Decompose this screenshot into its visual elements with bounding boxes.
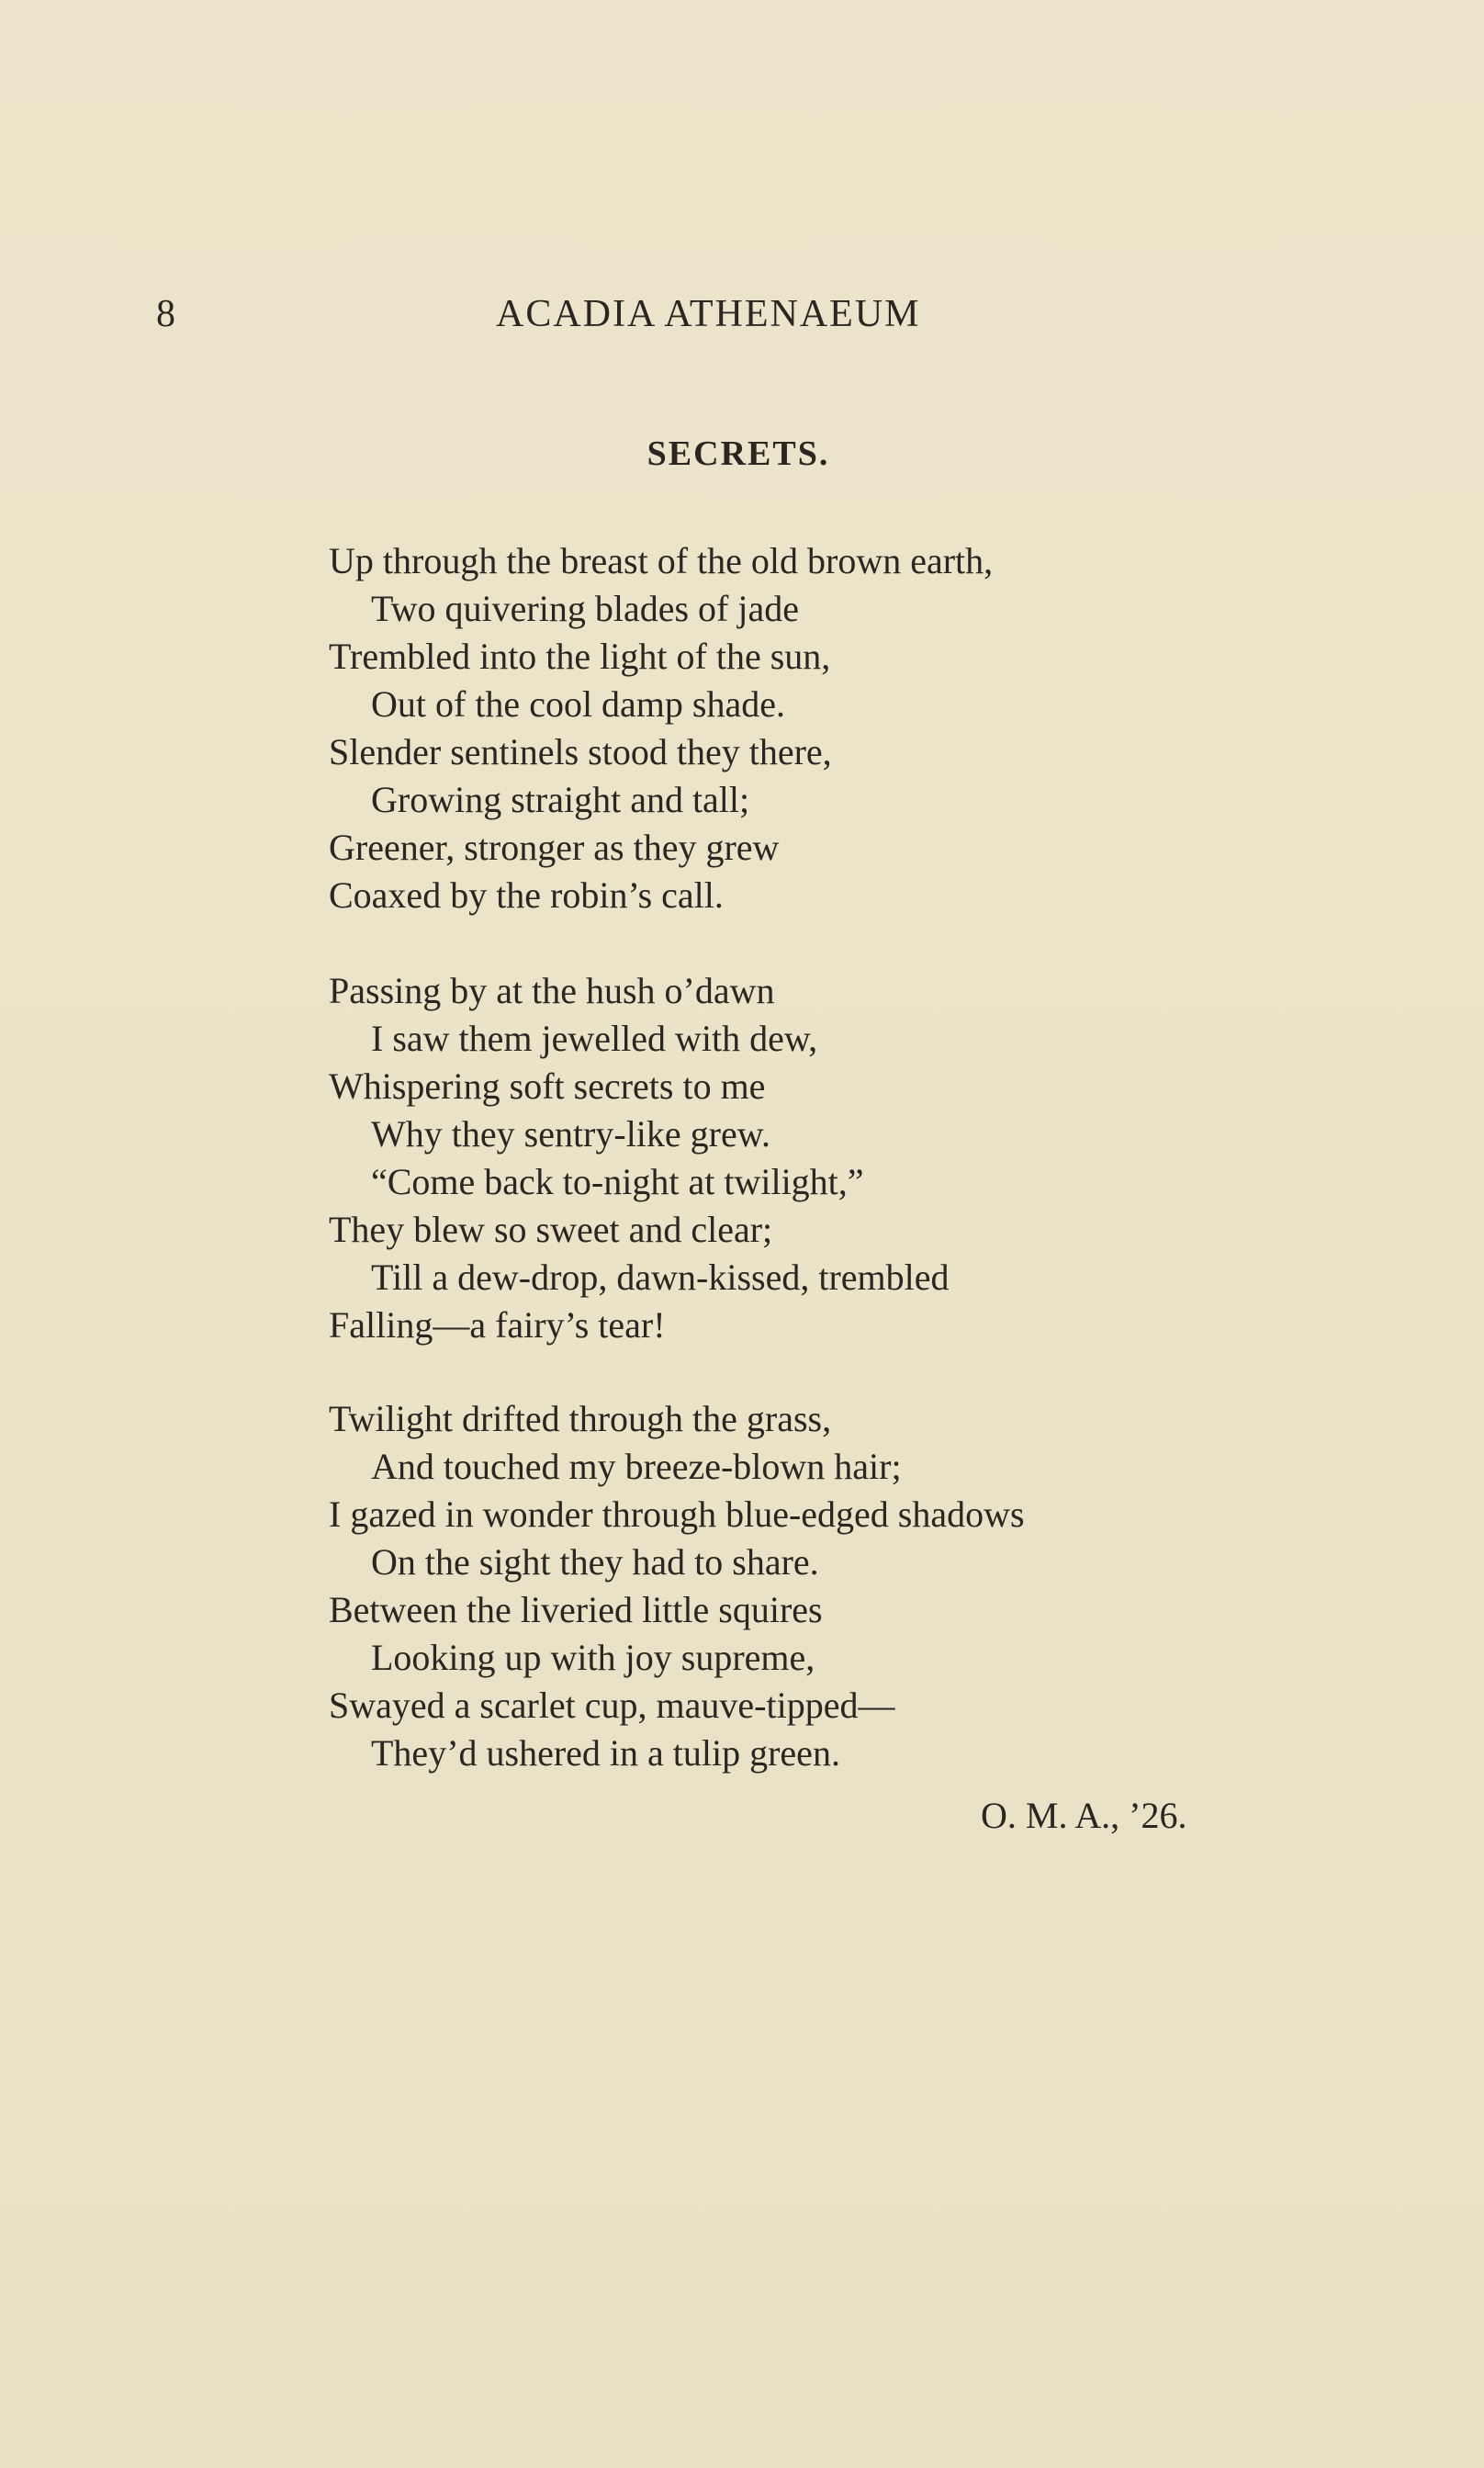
poem-title-text: SECRETS. xyxy=(646,434,830,473)
poem-line: Coaxed by the robin’s call. xyxy=(329,874,724,916)
poem-line: “Come back to-night at twilight,” xyxy=(371,1161,864,1202)
poem-line: Why they sentry-like grew. xyxy=(371,1113,771,1155)
poem-line: Growing straight and tall; xyxy=(371,779,750,820)
poem-line: They blew so sweet and clear; xyxy=(329,1209,773,1250)
stanza-3 xyxy=(329,1395,1025,1777)
poem-line: Two quivering blades of jade xyxy=(371,588,799,629)
running-head: ACADIA ATHENAEUM xyxy=(496,293,921,335)
poem-line: And touched my breeze-blown hair; xyxy=(371,1446,902,1487)
poem-line: Falling—a fairy’s tear! xyxy=(329,1304,666,1346)
author-signature: O. M. A., ’26. xyxy=(981,1795,1187,1836)
stanza-2 xyxy=(329,967,950,1349)
poem-title xyxy=(0,434,1484,474)
stanza-1 xyxy=(329,537,993,919)
poem-line: Whispering soft secrets to me xyxy=(329,1065,766,1107)
poem-line: On the sight they had to share. xyxy=(371,1541,819,1583)
page-number: 8 xyxy=(156,293,176,335)
poem-line: Swayed a scarlet cup, mauve-tipped— xyxy=(329,1685,895,1726)
poem-line: Greener, stronger as they grew xyxy=(329,827,780,868)
poem-line: They’d ushered in a tulip green. xyxy=(371,1732,840,1774)
poem-line: Out of the cool damp shade. xyxy=(371,683,785,725)
poem-line: Twilight drifted through the grass, xyxy=(329,1398,832,1439)
poem-line: Slender sentinels stood they there, xyxy=(329,731,832,772)
poem-line: Between the liveried little squires xyxy=(329,1589,823,1630)
poem-line: I gazed in wonder through blue-edged shadows xyxy=(329,1493,1025,1535)
poem-line: Passing by at the hush o’dawn xyxy=(329,970,775,1011)
poem-line: Till a dew-drop, dawn-kissed, trembled xyxy=(371,1257,950,1298)
poem-line: Trembled into the light of the sun, xyxy=(329,636,831,677)
poem-line: Up through the breast of the old brown earth, xyxy=(329,540,994,581)
poem-line: I saw them jewelled with dew, xyxy=(371,1018,818,1059)
poem-line: Looking up with joy supreme, xyxy=(371,1637,815,1678)
